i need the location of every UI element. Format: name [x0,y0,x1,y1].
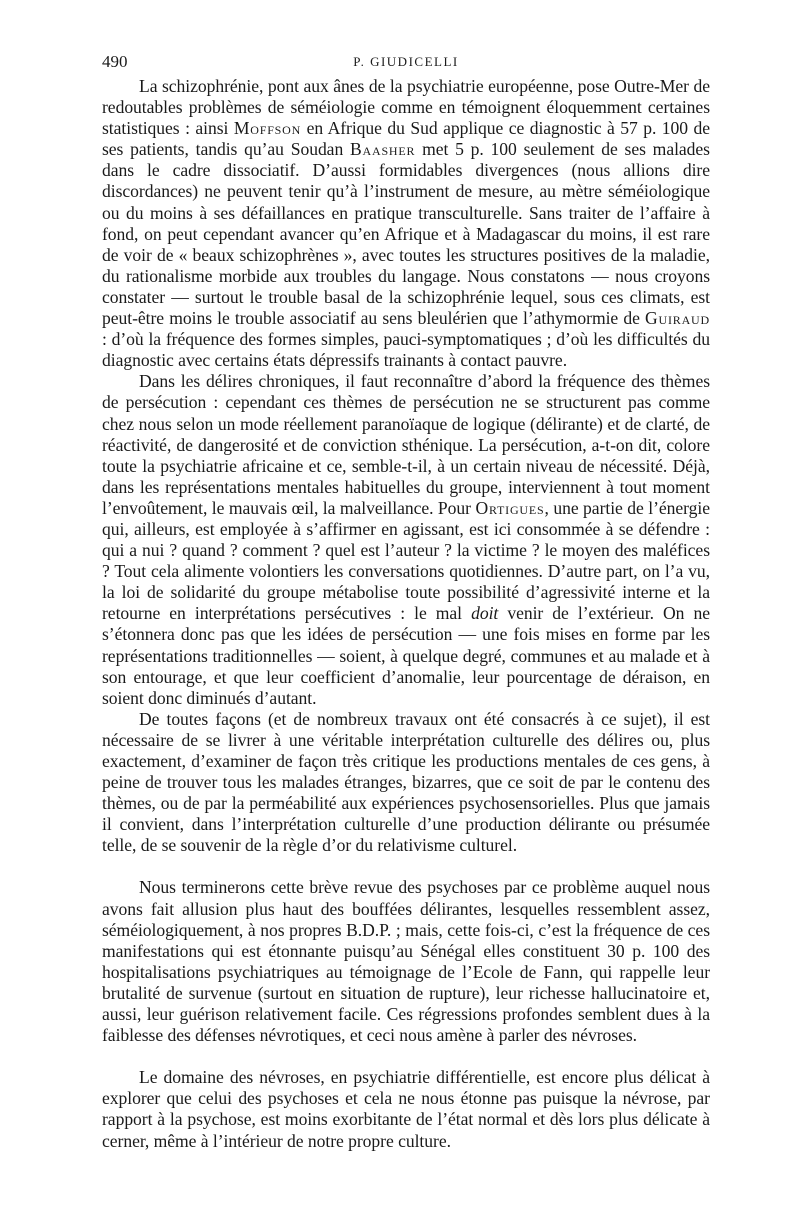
running-head: P. GIUDICELLI [353,54,459,69]
emphasis: doit [471,603,499,624]
author-name: Guiraud [645,308,710,329]
text-run: Nous terminerons cette brève revue des psychoses par ce problème auquel nous avons fait allusion plus haut des bouffées délirantes, lesquelles ressemblent assez, séméiologiquement, à nos propres B.D.P. ; mais, cette fois-ci, c’est la fréquence de ces manifestations qui est étonnante puisqu’au Sénégal elles constituent 30 p. 100 des hospitalisations psychiatriques au témoignage de l’Ecole de Fann, qui rappelle leur brutalité de survenue (surtout en situation de rupture), leur richesse hallucinatoire et, aussi, leur guérison relativement facile. Ces régressions profondes semblent dues à la faiblesse des défenses névrotiques, et ceci nous amène à parler des névroses. [102,877,710,1046]
author-name: Baasher [349,139,416,160]
author-name: Moffson [233,118,302,139]
paragraph-chronic-delusions [102,371,710,709]
text-run: De toutes façons (et de nombreux travaux ont été consacrés à ce sujet), il est nécessaire de se livrer à une véritable interprétation culturelle des délires ou, plus exactement, d’examiner de façon très critique les productions mentales de ces gens, à peine de trouver tous les malades étranges, bizarres, que ce soit de par le contenu des thèmes, ou de par la perméabilité aux expériences psychosensorielles. Plus que jamais il convient, dans l’interprétation culturelle d’une production délirante ou présumée telle, de se souvenir de la règle d’or du relativisme culturel. [102,708,710,856]
page [102,48,710,1152]
body-text [102,76,710,1152]
page-header [102,48,710,76]
text-run: Le domaine des névroses, en psychiatrie différentielle, est encore plus délicat à explorer que celui des psychoses et cela ne nous étonne pas puisque la névrose, par rapport à la psychose, est moins exorbitante de l’état normal et dès lors plus délicate à cerner, même à l’intérieur de notre propre culture. [102,1067,710,1151]
author-name: Ortigues [475,497,545,518]
text-run: , une partie de l’énergie qui, ailleurs, est employée à s’affirmer en agissant, est ici consommée à se défendre : qui a nui ? quand ? comment ? quel est l’auteur ? la victime ? le moyen des maléfices ? Tout cela alimente volontiers les conversations quotidiennes. D’autre part, on l’a vu, la loi de solidarité du groupe métabolise toute possibilité d’agressivité interne et la retourne en interprétations persécutives : le mal [102,497,711,624]
text-run: met 5 p. 100 seulement de ses malades dans le cadre dissociatif. D’aussi formidables divergences (nous allions dire discordances) ne peuvent tenir qu’à l’instrument de mesure, au mètre séméiologique ou du moins à ses défaillances en pratique transculturelle. Sans traiter de l’affaire à fond, on peut cependant avancer qu’en Afrique et à Madagascar du moins, il est rare de voir de « beaux schizophrènes », avec toutes les structures positives de la maladie, du rationalisme morbide aux troubles du langage. Nous constatons — nous croyons constater — surtout le trouble basal de la schizophrénie lequel, sous ces climats, est peut-être moins le trouble associatif au sens bleulérien que l’athymormie de [102,139,710,329]
text-run: : d’où la fréquence des formes simples, pauci-symptomatiques ; d’où les difficultés du diagnostic avec certains états dépressifs trainants à contact pauvre. [102,329,710,371]
text-run: La schizophrénie, pont aux ânes de la psychiatrie européenne, pose Outre-Mer de redoutables problèmes de séméiologie comme en témoignent éloquemment certaines statistiques : ainsi [102,76,710,139]
paragraph-schizophrenia [102,76,710,371]
paragraph-neuroses [102,1067,710,1151]
paragraph-cultural-interpretation [102,709,710,857]
text-run: Dans les délires chroniques, il faut reconnaître d’abord la fréquence des thèmes de persécution : cependant ces thèmes de persécution ne se structurent pas comme chez nous selon un mode réellement paranoïaque de logique (délirante) et de clarté, de réactivité, de dangerosité et de conviction sthénique. La persécution, a-t-on dit, colore toute la psychiatrie africaine et ce, semble-t-il, à un certain niveau de nécessité. Déjà, dans les représentations mentales habituelles du groupe, interviennent à tout moment l’envoûtement, le mauvais œil, la malveillance. Pour [102,371,710,518]
paragraph-delusional-bursts [102,877,710,1046]
text-run: venir de l’extérieur. On ne s’étonnera donc pas que les idées de persécution — une fois mises en forme par les représentations traditionnelles — soient, à quelque degré, communes et au malade et à son entourage, et que leur coefficient d’anomalie, leur pourcentage de déraison, en soient donc diminués d’autant. [102,603,710,708]
text-run: en Afrique du Sud applique ce diagnostic à 57 p. 100 de ses patients, tandis qu’au Soudan [102,118,710,160]
page-number: 490 [102,52,128,71]
